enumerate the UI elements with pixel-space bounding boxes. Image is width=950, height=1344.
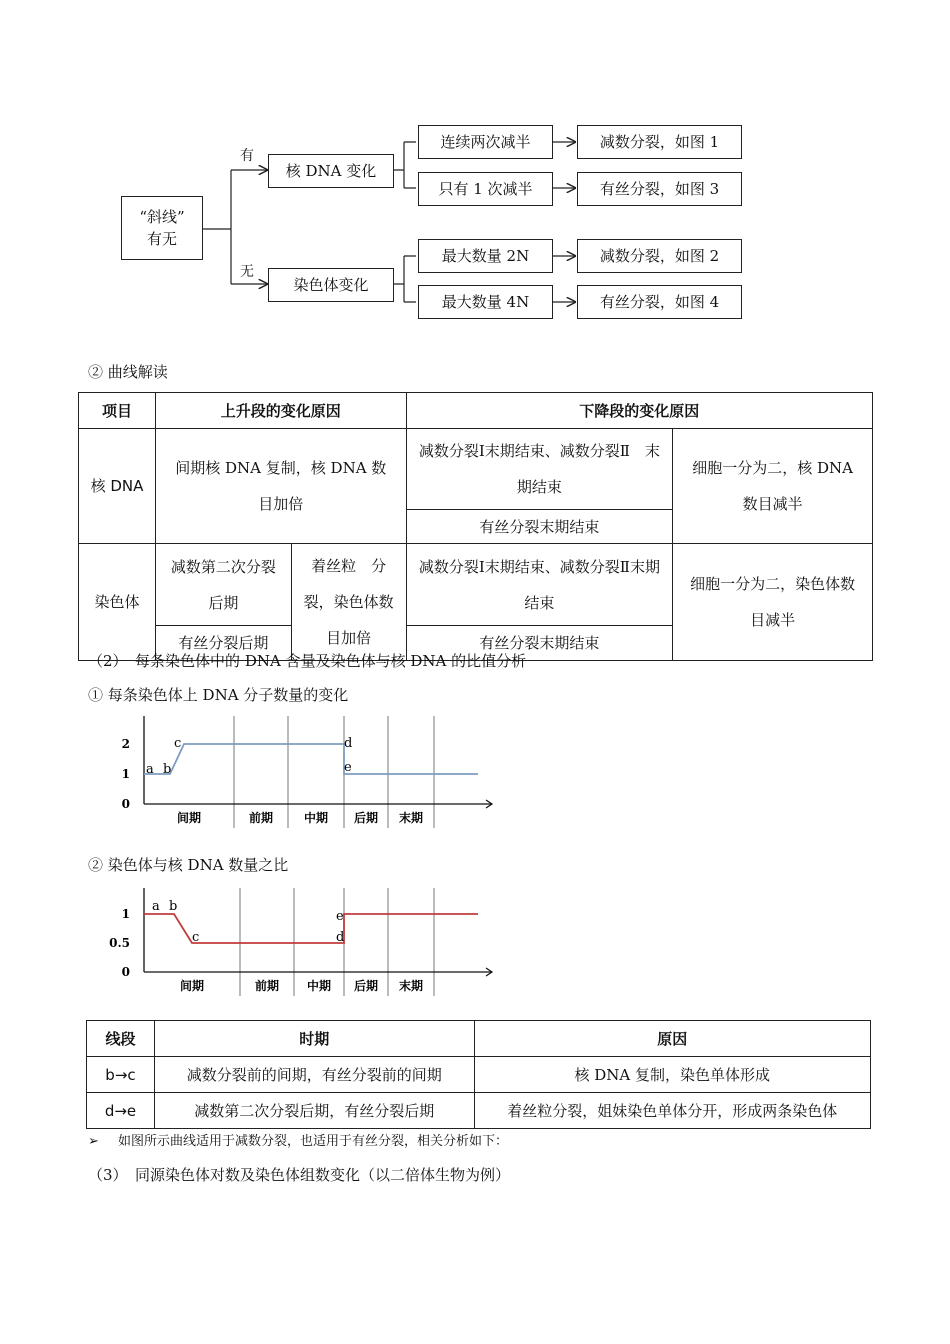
note-bullet-icon: ➢ xyxy=(88,1134,99,1149)
table2-row2-reason: 着丝粒分裂，姐妹染色单体分开，形成两条染色体 xyxy=(474,1093,870,1129)
table1-row-dna-fall1: 减数分裂Ⅰ末期结束、减数分裂Ⅱ 末期结束 xyxy=(406,429,673,510)
section-curve-heading: ② 曲线解读 xyxy=(88,363,168,381)
flow-root: “斜线” 有无 xyxy=(121,196,203,260)
y-tick-label: 0 xyxy=(121,797,130,811)
point-label-d: d xyxy=(344,736,353,751)
table2-row1-reason: 核 DNA 复制，染色单体形成 xyxy=(474,1057,870,1093)
data-line xyxy=(144,744,478,774)
phase-label: 间期 xyxy=(179,979,205,993)
flow-result-2: 有丝分裂，如图 3 xyxy=(577,172,742,206)
flow-result-1: 减数分裂，如图 1 xyxy=(577,125,742,159)
table1-row-chrom-label: 染色体 xyxy=(79,544,156,661)
chart1-heading: ① 每条染色体上 DNA 分子数量的变化 xyxy=(88,686,349,704)
point-label-c: c xyxy=(192,930,200,945)
flow-node-dna: 核 DNA 变化 xyxy=(268,154,394,188)
phase-label: 后期 xyxy=(353,811,379,825)
table-row xyxy=(87,1057,871,1093)
table1-row-chrom-rise1: 减数第二次分裂后期 xyxy=(155,544,291,626)
point-label-e: e xyxy=(344,760,352,775)
table1-row-dna-fall2: 有丝分裂末期结束 xyxy=(406,510,673,544)
table-row xyxy=(87,1093,871,1129)
note-text: 如图所示曲线适用于减数分裂，也适用于有丝分裂，相关分析如下： xyxy=(118,1134,509,1149)
phase-label: 末期 xyxy=(398,811,424,825)
y-tick-label: 2 xyxy=(121,737,130,751)
flow-leaf-2: 只有 1 次减半 xyxy=(418,172,553,206)
y-tick-label: 1 xyxy=(121,767,130,781)
point-label-b: b xyxy=(169,899,178,914)
phase-label: 前期 xyxy=(254,979,280,993)
phase-label: 中期 xyxy=(306,979,332,993)
flow-leaf-4: 最大数量 4N xyxy=(418,285,553,319)
table2-row1-period: 减数分裂前的间期，有丝分裂前的间期 xyxy=(154,1057,474,1093)
flow-branch-yes: 有 xyxy=(240,148,254,164)
flow-branch-no: 无 xyxy=(240,264,254,280)
table2-header-period: 时期 xyxy=(154,1021,474,1057)
table2-header-reason: 原因 xyxy=(474,1021,870,1057)
section3-heading: （3） 同源染色体对数及染色体组数变化（以二倍体生物为例） xyxy=(88,1166,511,1184)
phase-label: 末期 xyxy=(398,979,424,993)
point-label-b: b xyxy=(163,762,172,777)
curve-table xyxy=(78,392,873,661)
phase-label: 中期 xyxy=(303,811,329,825)
y-tick-label: 0 xyxy=(121,965,130,979)
phase-label: 间期 xyxy=(176,811,202,825)
point-label-a: a xyxy=(146,762,154,777)
phase-label: 后期 xyxy=(353,979,379,993)
table1-header-fall: 下降段的变化原因 xyxy=(406,393,872,429)
table1-header-item: 项目 xyxy=(79,393,156,429)
table1-row-chrom-rise-reason: 着丝粒 分裂，染色体数目加倍 xyxy=(291,544,406,661)
point-label-c: c xyxy=(174,736,182,751)
table2-row1-seg: b→c xyxy=(87,1057,155,1093)
table1-row-dna-fall-reason: 细胞一分为二，核 DNA 数目减半 xyxy=(673,429,873,544)
table1-header-rise: 上升段的变化原因 xyxy=(155,393,406,429)
segment-table xyxy=(86,1020,871,1129)
point-label-e: e xyxy=(336,909,344,924)
point-label-a: a xyxy=(152,899,160,914)
table1-row-chrom-fall-reason: 细胞一分为二，染色体数目减半 xyxy=(673,544,873,661)
flow-leaf-3: 最大数量 2N xyxy=(418,239,553,273)
table1-row-chrom-fall1: 减数分裂Ⅰ末期结束、减数分裂Ⅱ末期结束 xyxy=(406,544,673,626)
table1-row-chrom-rise2: 有丝分裂后期 xyxy=(155,626,291,661)
section2-heading: （2） 每条染色体中的 DNA 含量及染色体与核 DNA 的比值分析 xyxy=(88,652,527,670)
chart-dna-per-chromosome xyxy=(112,712,502,832)
table1-row-dna-rise: 间期核 DNA 复制，核 DNA 数目加倍 xyxy=(155,429,406,544)
table1-row-dna-label: 核 DNA xyxy=(79,429,156,544)
flow-result-4: 有丝分裂，如图 4 xyxy=(577,285,742,319)
flow-leaf-1: 连续两次减半 xyxy=(418,125,553,159)
y-tick-label: 1 xyxy=(121,907,130,921)
table2-row2-seg: d→e xyxy=(87,1093,155,1129)
point-label-d: d xyxy=(336,930,345,945)
y-tick-label: 0.5 xyxy=(109,936,130,950)
chart2-heading: ② 染色体与核 DNA 数量之比 xyxy=(88,856,289,874)
table2-header-seg: 线段 xyxy=(87,1021,155,1057)
chart-chromosome-dna-ratio xyxy=(109,884,502,996)
phase-label: 前期 xyxy=(248,811,274,825)
table2-row2-period: 减数第二次分裂后期，有丝分裂后期 xyxy=(154,1093,474,1129)
flow-result-3: 减数分裂，如图 2 xyxy=(577,239,742,273)
flow-node-chrom: 染色体变化 xyxy=(268,268,394,302)
table1-row-chrom-fall2: 有丝分裂末期结束 xyxy=(406,626,673,661)
